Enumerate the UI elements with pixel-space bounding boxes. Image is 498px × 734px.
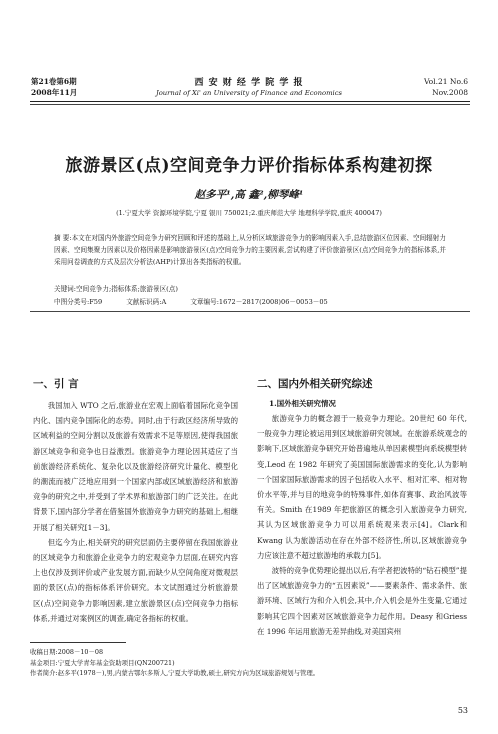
footnote-author-bio: 作者简介:赵多平(1978－),男,内蒙古鄂尔多斯人,宁夏大学助教,硕士,研究方向为区域旅游规划与管理。 xyxy=(30,669,320,677)
right-column-body xyxy=(257,411,467,639)
article-authors: 赵多平¹,高 鑫²,柳琴峰¹ xyxy=(194,189,304,201)
header-date-cn: 2008年11月 xyxy=(31,88,78,97)
paragraph: 但迄今为止,相关研究的研究层面仍主要停留在我国旅游业的区域竞争力和旅游企业竞争力的宏观竞争力层面,在研究内容上也仅涉及到评价或产业发展方面,而缺少从空间角度对微观层面的景区(点)的指标体系评价研究。本文试图通过分析旅游景区(点)空间竞争力影响因素,建立旅游景区(点)空间竞争力指标体系,并通过对案例区的调查,确定各指标的权重。 xyxy=(33,537,238,623)
classification-line xyxy=(54,296,446,308)
article-title: 旅游景区(点)空间竞争力评价指标体系构建初探 xyxy=(65,156,433,176)
article-number: 文章编号:1672－2817(2008)06－0053－05 xyxy=(190,298,328,306)
author-affiliation: (1.宁夏大学 资源环境学院,宁夏 银川 750021;2.重庆师范大学 地理科学学院,重庆 400047) xyxy=(116,209,382,217)
footnotes xyxy=(30,647,470,679)
paragraph: 波特的竞争优势理论提出以后,有学者把波特的“钻石模型”提出了区域旅游竞争力的“五因素说”——要素条件、需求条件、旅游环境、区域行为和介入机会,其中,介入机会是外生变量,它通过影响其它四个因素对区域旅游竞争力起作用。Deasy 和Griess 在 1996 年运用旅游无差异曲线,对美国宾州 xyxy=(257,566,467,636)
header-journal-en: Journal of Xi' an University of Finance and Economics xyxy=(155,89,343,97)
footnote-funding: 基金项目:宁夏大学青年基金资助项目(QN200721) xyxy=(30,658,175,667)
footnote-rule xyxy=(30,642,126,643)
footnote-received: 收稿日期:2008－10－08 xyxy=(30,648,104,656)
abstract: 摘 要:本文在对国内外旅游空间竞争力研究回顾和评述的基础上,从分析区域旅游竞争力的影响因素入手,总结旅游区位因素、空间辐射力因素、空间集聚力因素以及价格因素是影响旅游景区(点)空间竞争力的主要因素,尝试构建了评价旅游景区(点)空间竞争力的指标体系,并采用问卷调查的方式及层次分析法(AHP)计算出各类指标的权重。 xyxy=(54,234,446,266)
header-rule-bottom xyxy=(30,104,470,105)
header-rule-top xyxy=(30,101,470,102)
header-volume-cn: 第21卷第6期 xyxy=(31,77,77,86)
document-code: 文献标识码:A xyxy=(126,298,167,306)
abstract-rule xyxy=(30,311,470,312)
header-volume-en: Vol.21 No.6 xyxy=(423,77,468,86)
subsection-heading-foreign: 1.国外相关研究情况 xyxy=(269,399,336,408)
clc-number: 中图分类号:F59 xyxy=(54,298,103,306)
paragraph: 我国加入 WTO 之后,旅游业在宏观上面临着国际化竞争国内化、国内竞争国际化的态势。同时,由于行政区经济所导致的区域利益的空间分割以及旅游有效需求不足等原因,使得我国旅游区域竞争和竞争也日益激烈。旅游竞争力理论因其适应了当前旅游经济系统化、复杂化以及旅游经济研究计量化、模型化的潮流而被广泛地应用到一个国家内部或区域旅游经济和旅游竞争的研究之中,并受到了学术界和旅游部门的广泛关注。在此背景下,国内部分学者在借鉴国外旅游竞争力研究的基础上,相继开展了相关研究[1－3]。 xyxy=(33,401,238,532)
section-heading-introduction: 一、引 言 xyxy=(33,378,79,390)
header-date-en: Nov.2008 xyxy=(432,88,468,97)
header-journal-cn: 西 安 财 经 学 院 学 报 xyxy=(194,78,304,88)
keywords: 关键词:空间竞争力;指标体系;旅游景区(点) xyxy=(54,285,178,293)
section-heading-review: 二、国内外相关研究综述 xyxy=(257,378,373,390)
left-column-body xyxy=(33,398,238,626)
page-number: 53 xyxy=(457,706,468,715)
paragraph: 旅游竞争力的概念源于一般竞争力理论。20世纪 60 年代,一般竞争力理论被运用到区域旅游研究领域。在旅游系统观念的影响下,区域旅游竞争研究开始普遍地从单因素模型向系统模型转变,Leod 在 1982 年研究了美国国际旅游需求的变化,认为影响一个国家国际旅游需求的因子包括收入水平、相对汇率、相对物价水平等,并与目的地竞争的特殊事件,如体育赛事、政治风波等有关。Smith 在1989 年把旅游区的概念引入旅游竞争力研究,其认为区域旅游竞争力可以用系统观来表示[4]。Clark和 Kwang 认为旅游活动在存在外部不经济性,所以,区域旅游竞争力应该注意不超过旅游地的承载力[5]。 xyxy=(257,414,467,560)
